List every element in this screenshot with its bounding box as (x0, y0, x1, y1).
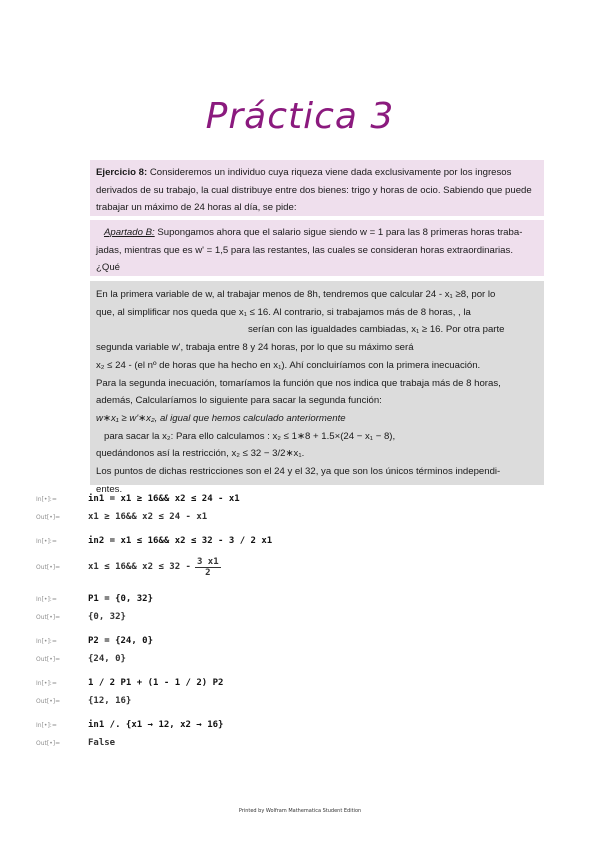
input-cell[interactable] (36, 490, 556, 508)
output-cell (36, 608, 556, 626)
exercise-box (90, 160, 544, 216)
input-cell[interactable] (36, 590, 556, 608)
page-title: Práctica 3 (205, 96, 395, 137)
answer-line: para sacar la x₂: Para ello calculamos : x₂ ≤ 1∗8 + 1.5×(24 − x₁ − 8), (104, 430, 396, 442)
input-code[interactable]: P1 = {0, 32} (88, 594, 154, 604)
input-label: In[•]:= (36, 595, 57, 603)
output-cell (36, 650, 556, 668)
answer-line: que, al simplificar nos queda que x₁ ≤ 16. Al contrario, si trabajamos más de 8 horas, , la (96, 306, 471, 318)
input-label: In[•]:= (36, 637, 57, 645)
input-code[interactable]: P2 = {24, 0} (88, 636, 154, 646)
output-value: x1 ≥ 16&& x2 ≤ 24 - x1 (88, 512, 208, 522)
answer-line: quedándonos así la restricción, x₂ ≤ 32 − 3/2∗x₁. (96, 448, 305, 460)
input-cell[interactable] (36, 716, 556, 734)
output-label: Out[•]= (36, 739, 61, 747)
output-cell (36, 734, 556, 752)
fraction-denominator: 2 (205, 567, 211, 578)
output-cell (36, 508, 556, 526)
exercise-text: Consideremos un individuo cuya riqueza viene dada exclusivamente por los ingresos (149, 167, 512, 178)
answer-line: Los puntos de dichas restricciones son el 24 y el 32, ya que son los únicos términos independi- (96, 466, 501, 478)
answer-line: serían con las igualdades cambiadas, x₁ ≥ 16. Por otra parte (248, 324, 505, 336)
input-label: In[•]:= (36, 721, 57, 729)
input-cell[interactable] (36, 674, 556, 692)
print-footer: Printed by Wolfram Mathematica Student Edition (238, 808, 362, 814)
output-value: {0, 32} (88, 612, 126, 622)
answer-box (90, 281, 544, 495)
output-label: Out[•]= (36, 697, 61, 705)
output-value: x1 ≤ 16&& x2 ≤ 32 - (88, 562, 191, 572)
fraction-numerator: 3 x1 (196, 556, 219, 567)
input-label: In[•]:= (36, 537, 57, 545)
answer-line: además, Calcularíamos lo siguiente para sacar la segunda función: (96, 395, 382, 407)
input-code[interactable]: in1 = x1 ≥ 16&& x2 ≤ 24 - x1 (88, 494, 240, 504)
part-b-box (90, 220, 544, 276)
output-value: {24, 0} (88, 654, 126, 664)
part-b-label: Apartado B: (104, 227, 155, 238)
input-cell[interactable] (36, 532, 556, 550)
answer-line: x₂ ≤ 24 - (el nº de horas que ha hecho en x₁). Ahí concluiríamos con la primera inecuación. (96, 359, 481, 371)
input-code[interactable]: in1 /. {x1 → 12, x2 → 16} (88, 720, 224, 730)
exercise-label: Ejercicio 8: (96, 167, 148, 178)
input-cell[interactable] (36, 632, 556, 650)
input-code[interactable]: 1 / 2 P1 + (1 - 1 / 2) P2 (88, 678, 224, 688)
part-b-line: jadas, mientras que es w' = 1,5 para las restantes, las cuales se consideran horas extraordinarias. ¿Qué (96, 244, 513, 274)
output-cell (36, 550, 556, 584)
input-label: In[•]:= (36, 495, 57, 503)
exercise-line: trabajar un máximo de 24 horas al día, se pide: (96, 202, 297, 214)
output-value: False (88, 738, 116, 748)
answer-line: En la primera variable de w, al trabajar menos de 8h, tendremos que calcular 24 - x₁ ≥8, por lo (96, 289, 496, 300)
output-label: Out[•]= (36, 563, 61, 571)
output-value: {12, 16} (88, 696, 132, 706)
output-label: Out[•]= (36, 613, 61, 621)
exercise-line: derivados de su trabajo, la cual distribuye entre dos bienes: trigo y horas de ocio. Sabiendo que puede (96, 184, 532, 196)
answer-line: segunda variable w', trabaja entre 8 y 24 horas, por lo que su máximo será (96, 342, 414, 354)
answer-line: entes. (96, 483, 123, 495)
input-code[interactable]: in2 = x1 ≤ 16&& x2 ≤ 32 - 3 / 2 x1 (88, 536, 273, 546)
answer-line: Para la segunda inecuación, tomaríamos la función que nos indica que trabaja más de 8 horas, (96, 377, 501, 389)
output-label: Out[•]= (36, 513, 61, 521)
output-label: Out[•]= (36, 655, 61, 663)
input-label: In[•]:= (36, 679, 57, 687)
output-cell (36, 692, 556, 710)
exercise-line (96, 164, 538, 182)
answer-line: w∗x₁ ≥ w'∗x₂, al igual que hemos calculado anteriormente (96, 412, 346, 424)
output-fraction (195, 557, 221, 578)
notebook-cells (36, 490, 556, 752)
part-b-line (96, 224, 538, 242)
part-b-text: Supongamos ahora que el salario sigue siendo w = 1 para las 8 primeras horas traba- (157, 227, 523, 238)
